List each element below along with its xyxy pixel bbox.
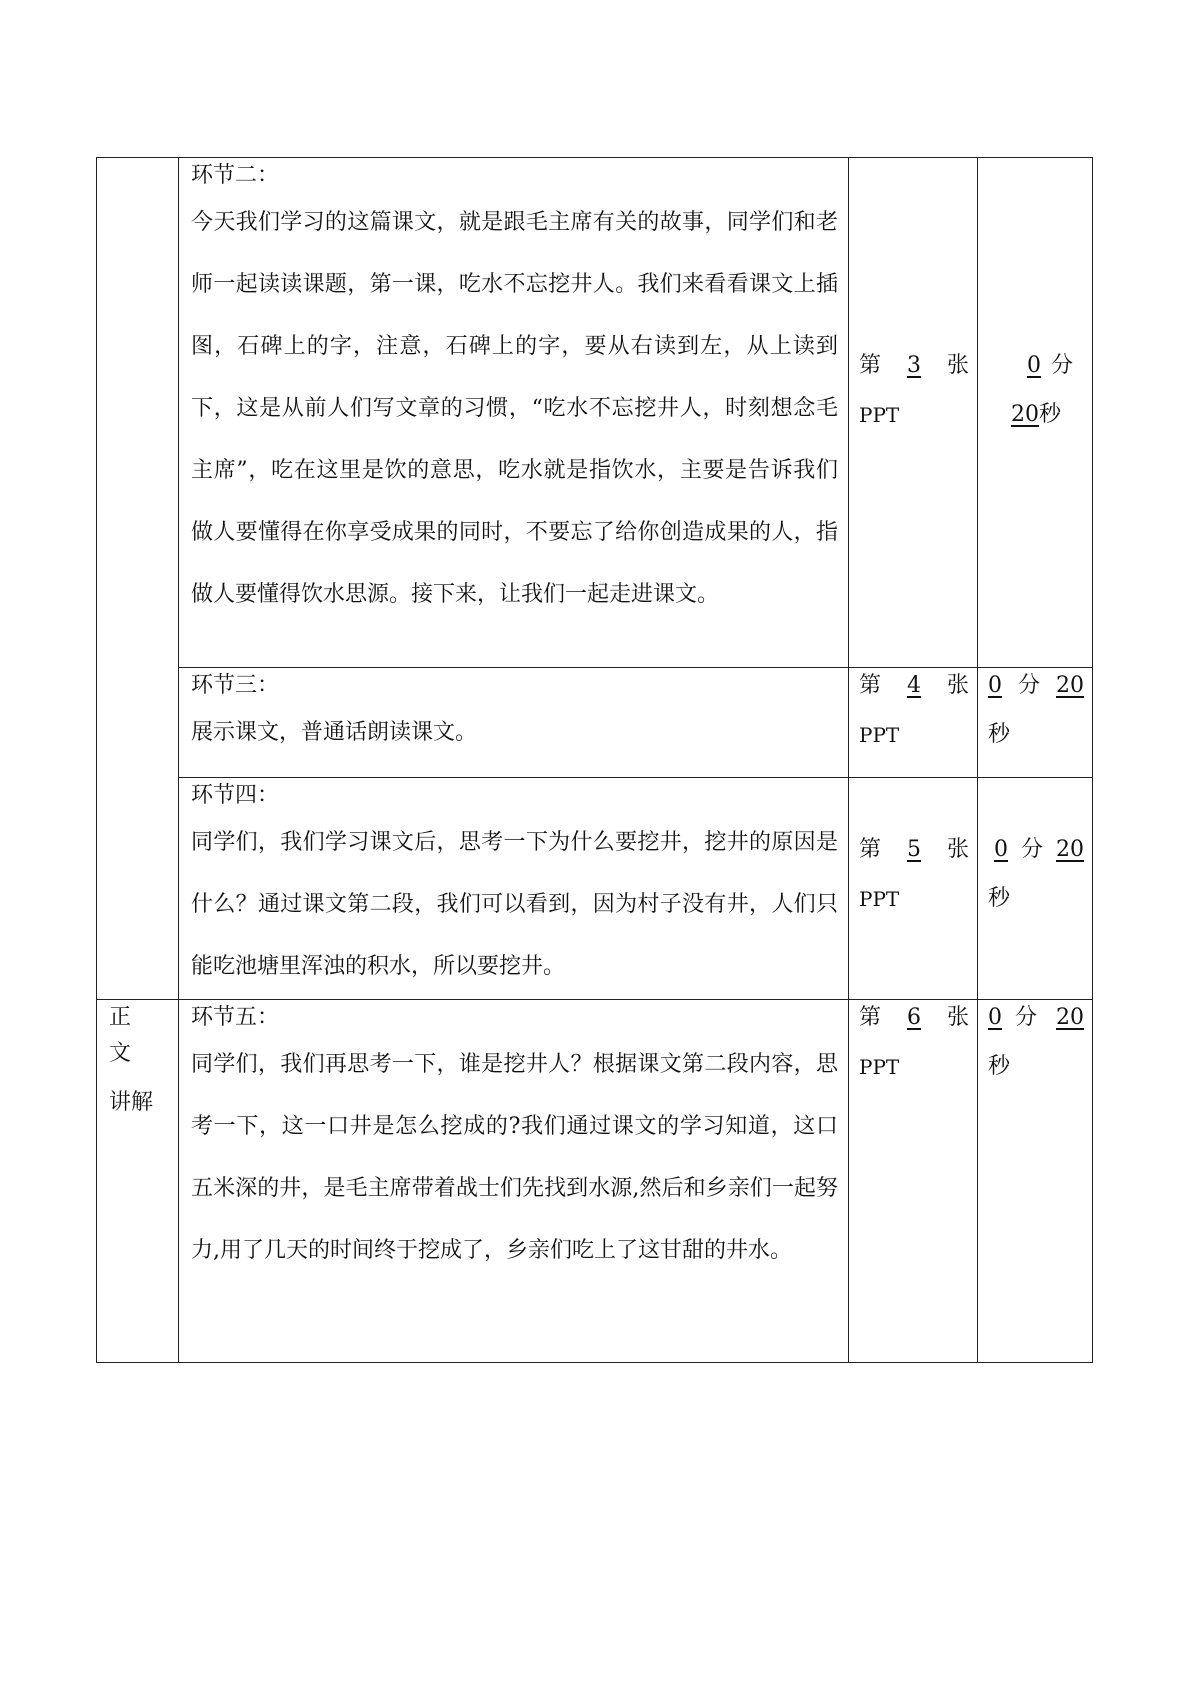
ppt-suffix: 张 [946, 1005, 969, 1030]
ppt-prefix: 第 [859, 353, 882, 378]
step-text: 同学们，我们学习课文后，思考一下为什么要挖井，挖井的原因是什么？通过课文第二段，我们可以看到，因为村子没有井，人们只能吃池塘里浑浊的积水，所以要挖井。 [191, 830, 838, 979]
time-minutes-label: 分 [1017, 673, 1040, 698]
time-seconds-label: 秒 [1038, 402, 1061, 427]
time-cell [978, 1000, 1093, 1363]
time-seconds-label: 秒 [988, 886, 1011, 911]
step-heading: 环节二： [191, 163, 280, 188]
section-label-line1: 正文 [109, 1005, 150, 1066]
ppt-suffix: 张 [946, 353, 969, 378]
time-cell [978, 158, 1093, 668]
table-row [97, 1000, 1093, 1363]
content-cell [179, 668, 849, 778]
table-row [97, 668, 1093, 778]
ppt-suffix: 张 [946, 673, 969, 698]
ppt-suffix: 张 [946, 837, 969, 862]
ppt-unit: PPT [859, 887, 900, 911]
step-text: 今天我们学习的这篇课文，就是跟毛主席有关的故事，同学们和老师一起读读课题，第一课，吃水不忘挖井人。我们来看看课文上插图，石碑上的字，注意，石碑上的字，要从右读到左，从上读到下，这是从前人们写文章的习惯，“吃水不忘挖井人，时刻想念毛主席”，吃在这里是饮的意思，吃水就是指饮水，主要是告诉我们做人要懂得在你享受成果的同时，不要忘了给你创造成果的人，指做人要懂得饮水思源。接下来，让我们一起走进课文。 [191, 210, 838, 607]
ppt-unit: PPT [859, 403, 900, 427]
time-minutes-label: 分 [1050, 353, 1073, 378]
time-minutes-label: 分 [1020, 837, 1043, 862]
time-seconds-label: 秒 [988, 1054, 1011, 1079]
content-cell [179, 158, 849, 668]
ppt-cell [849, 778, 978, 1000]
time-minutes-label: 分 [1014, 1005, 1037, 1030]
time-minutes: 0 [988, 673, 1002, 698]
ppt-prefix: 第 [859, 1005, 882, 1030]
ppt-number: 3 [907, 353, 921, 378]
time-seconds-label: 秒 [988, 722, 1011, 747]
ppt-number: 6 [907, 1005, 921, 1030]
step-heading: 环节四： [191, 783, 280, 808]
time-seconds: 20 [1055, 673, 1084, 698]
time-seconds: 20 [1055, 837, 1084, 862]
time-seconds: 20 [1055, 1005, 1084, 1030]
content-cell [179, 778, 849, 1000]
section-cell [97, 1000, 179, 1363]
ppt-cell [849, 1000, 978, 1363]
ppt-number: 5 [907, 837, 921, 862]
table-row [97, 778, 1093, 1000]
time-seconds: 20 [1010, 402, 1039, 427]
ppt-cell [849, 668, 978, 778]
time-cell [978, 778, 1093, 1000]
step-heading: 环节三： [191, 673, 280, 698]
ppt-unit: PPT [859, 723, 900, 747]
section-cell-empty [97, 158, 179, 1000]
lesson-plan-table [96, 157, 1093, 1363]
ppt-cell [849, 158, 978, 668]
ppt-prefix: 第 [859, 673, 882, 698]
ppt-number: 4 [907, 673, 921, 698]
table-row [97, 158, 1093, 668]
step-heading: 环节五： [191, 1005, 280, 1030]
time-minutes: 0 [994, 837, 1008, 862]
ppt-prefix: 第 [859, 837, 882, 862]
step-text: 同学们，我们再思考一下，谁是挖井人？根据课文第二段内容，思考一下，这一口井是怎么挖成的?我们通过课文的学习知道，这口五米深的井，是毛主席带着战士们先找到水源,然后和乡亲们一起努力,用了几天的时间终于挖成了，乡亲们吃上了这甘甜的井水。 [191, 1052, 838, 1263]
step-text: 展示课文，普通话朗读课文。 [191, 720, 478, 745]
section-label-line2: 讲解 [109, 1090, 154, 1115]
ppt-unit: PPT [859, 1055, 900, 1079]
time-minutes: 0 [1026, 353, 1041, 378]
time-minutes: 0 [988, 1005, 1002, 1030]
time-cell [978, 668, 1093, 778]
content-cell [179, 1000, 849, 1363]
